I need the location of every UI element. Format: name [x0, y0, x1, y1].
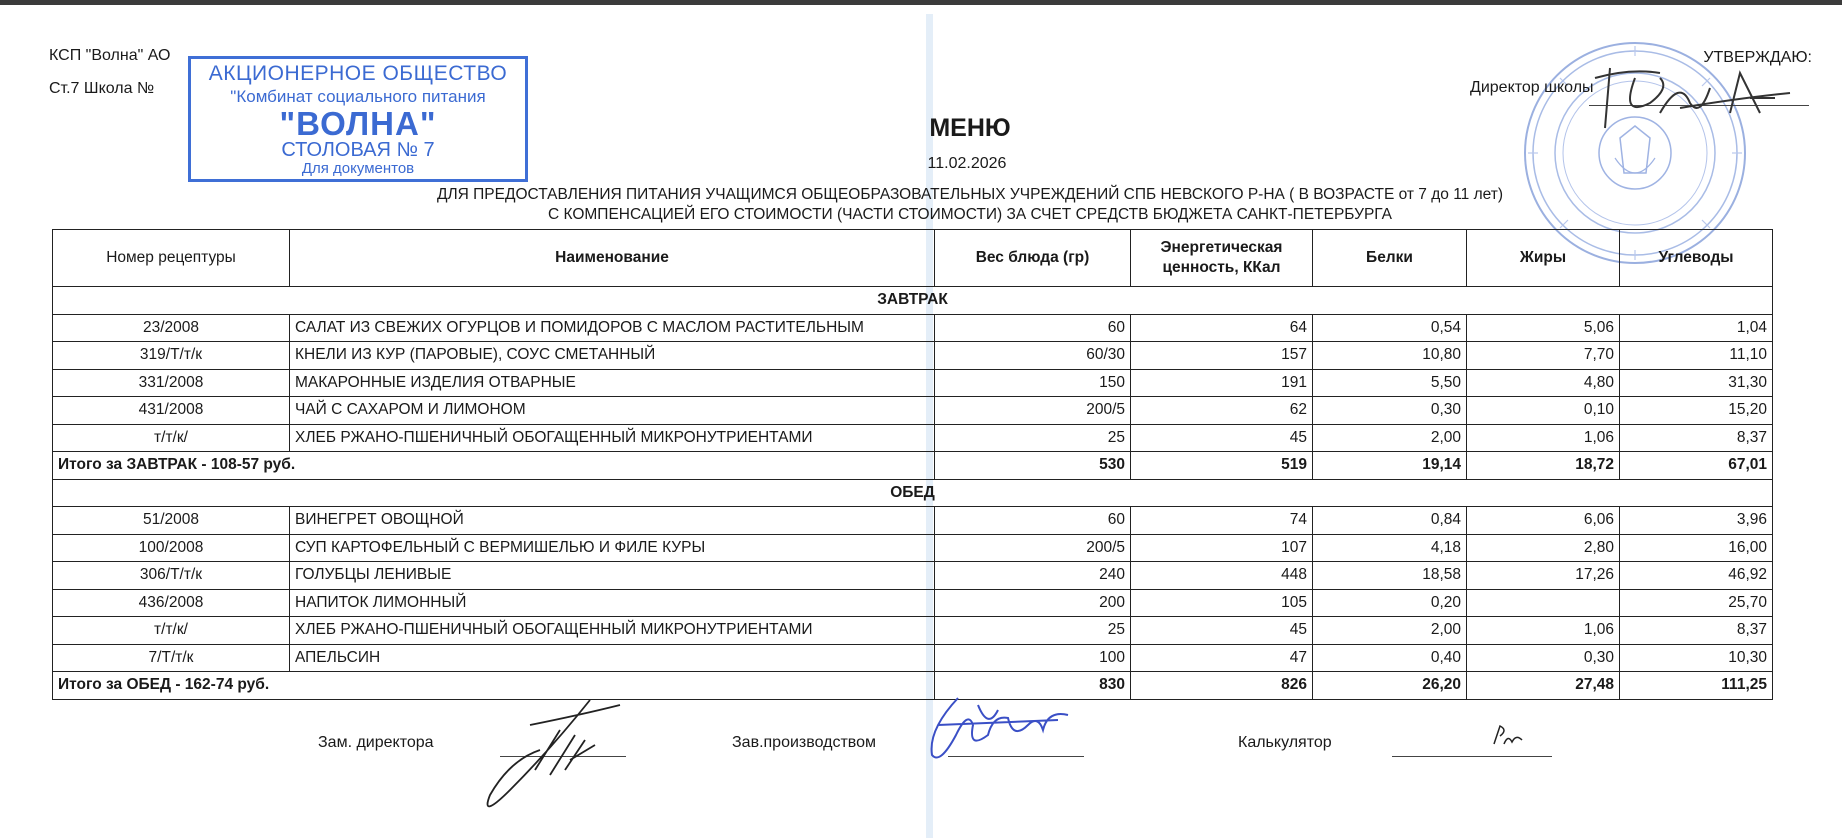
- cell-protein: 0,84: [1313, 507, 1467, 535]
- calculator-signature-icon: [1490, 722, 1530, 750]
- table-row: [53, 644, 1773, 672]
- total-carbs: 67,01: [1620, 452, 1773, 480]
- table-row: [53, 397, 1773, 425]
- cell-weight: 25: [935, 424, 1131, 452]
- deputy-director-label: Зам. директора: [318, 734, 434, 751]
- stamp-line-3: "ВОЛНА": [279, 105, 437, 142]
- menu-table: [52, 229, 1773, 700]
- cell-carbs: 3,96: [1620, 507, 1773, 535]
- cell-energy: 45: [1131, 424, 1313, 452]
- cell-weight: 150: [935, 369, 1131, 397]
- total-protein: 19,14: [1313, 452, 1467, 480]
- org-name: КСП "Волна" АО: [49, 47, 171, 64]
- cell-energy: 448: [1131, 562, 1313, 590]
- calculator-signature-line: [1392, 756, 1552, 757]
- cell-fat: 1,06: [1467, 617, 1620, 645]
- cell-name: ХЛЕБ РЖАНО-ПШЕНИЧНЫЙ ОБОГАЩЕННЫЙ МИКРОНУТРИЕНТАМИ: [290, 617, 935, 645]
- cell-name: ЧАЙ С САХАРОМ И ЛИМОНОМ: [290, 397, 935, 425]
- stamp-line-1: АКЦИОНЕРНОЕ ОБЩЕСТВО: [208, 62, 508, 85]
- stamp-line-2: "Комбинат социального питания: [230, 87, 486, 106]
- cell-name: СУП КАРТОФЕЛЬНЫЙ С ВЕРМИШЕЛЬЮ И ФИЛЕ КУРЫ: [290, 534, 935, 562]
- page-title: МЕНЮ: [929, 114, 1011, 142]
- cell-name: НАПИТОК ЛИМОННЫЙ: [290, 589, 935, 617]
- table-row: [53, 424, 1773, 452]
- table-header-row: [53, 230, 1773, 287]
- cell-protein: 0,40: [1313, 644, 1467, 672]
- subtitle-line-1: ДЛЯ ПРЕДОСТАВЛЕНИЯ ПИТАНИЯ УЧАЩИМСЯ ОБЩЕОБРАЗОВАТЕЛЬНЫХ УЧРЕЖДЕНИЙ СПБ НЕВСКОГО Р-НА ( В ВОЗРАСТЕ от 7 до 11 лет): [436, 186, 1504, 203]
- cell-carbs: 10,30: [1620, 644, 1773, 672]
- cell-fat: 2,80: [1467, 534, 1620, 562]
- table-row: [53, 507, 1773, 535]
- cell-recipe: 436/2008: [53, 589, 290, 617]
- total-row-breakfast: [53, 452, 1773, 480]
- cell-recipe: т/т/к/: [53, 424, 290, 452]
- cell-carbs: 31,30: [1620, 369, 1773, 397]
- cell-name: ХЛЕБ РЖАНО-ПШЕНИЧНЫЙ ОБОГАЩЕННЫЙ МИКРОНУТРИЕНТАМИ: [290, 424, 935, 452]
- cell-recipe: 331/2008: [53, 369, 290, 397]
- cell-carbs: 16,00: [1620, 534, 1773, 562]
- total-energy: 519: [1131, 452, 1313, 480]
- cell-protein: 2,00: [1313, 424, 1467, 452]
- section-title-breakfast: ЗАВТРАК: [53, 287, 1773, 315]
- cell-energy: 47: [1131, 644, 1313, 672]
- subtitle-line-2: С КОМПЕНСАЦИЕЙ ЕГО СТОИМОСТИ (ЧАСТИ СТОИМОСТИ) ЗА СЧЕТ СРЕДСТВ БЮДЖЕТА САНКТ-ПЕТЕРБУРГА: [547, 206, 1393, 223]
- cell-energy: 45: [1131, 617, 1313, 645]
- cell-recipe: 319/Т/т/к: [53, 342, 290, 370]
- cell-weight: 200/5: [935, 397, 1131, 425]
- cell-fat: 4,80: [1467, 369, 1620, 397]
- cell-carbs: 15,20: [1620, 397, 1773, 425]
- section-row-lunch: [53, 479, 1773, 507]
- cell-weight: 200/5: [935, 534, 1131, 562]
- cell-energy: 191: [1131, 369, 1313, 397]
- total-weight: 830: [935, 672, 1131, 700]
- total-energy: 826: [1131, 672, 1313, 700]
- deputy-signature-icon: [470, 690, 630, 820]
- cell-fat: [1467, 589, 1620, 617]
- cell-recipe: 100/2008: [53, 534, 290, 562]
- cell-protein: 0,20: [1313, 589, 1467, 617]
- cell-protein: 18,58: [1313, 562, 1467, 590]
- section-row-breakfast: [53, 287, 1773, 315]
- cell-energy: 105: [1131, 589, 1313, 617]
- cell-name: МАКАРОННЫЕ ИЗДЕЛИЯ ОТВАРНЫЕ: [290, 369, 935, 397]
- table-row: [53, 589, 1773, 617]
- cell-carbs: 1,04: [1620, 314, 1773, 342]
- cell-name: АПЕЛЬСИН: [290, 644, 935, 672]
- table-row: [53, 617, 1773, 645]
- header-name: Наименование: [290, 230, 935, 287]
- approve-label: УТВЕРЖДАЮ:: [1703, 49, 1812, 66]
- cell-energy: 62: [1131, 397, 1313, 425]
- table-row: [53, 369, 1773, 397]
- cell-weight: 200: [935, 589, 1131, 617]
- total-label-lunch: Итого за ОБЕД - 162-74 руб.: [53, 672, 935, 700]
- table-row: [53, 562, 1773, 590]
- cell-recipe: т/т/к/: [53, 617, 290, 645]
- cell-protein: 2,00: [1313, 617, 1467, 645]
- cell-recipe: 23/2008: [53, 314, 290, 342]
- cell-recipe: 7/Т/т/к: [53, 644, 290, 672]
- cell-protein: 10,80: [1313, 342, 1467, 370]
- cell-name: ГОЛУБЦЫ ЛЕНИВЫЕ: [290, 562, 935, 590]
- cell-protein: 0,30: [1313, 397, 1467, 425]
- cell-name: САЛАТ ИЗ СВЕЖИХ ОГУРЦОВ И ПОМИДОРОВ С МАСЛОМ РАСТИТЕЛЬНЫМ: [290, 314, 935, 342]
- calculator-label: Калькулятор: [1238, 734, 1332, 751]
- table-row: [53, 314, 1773, 342]
- cell-energy: 74: [1131, 507, 1313, 535]
- top-border: [0, 0, 1842, 5]
- cell-recipe: 431/2008: [53, 397, 290, 425]
- cell-name: КНЕЛИ ИЗ КУР (ПАРОВЫЕ), СОУС СМЕТАННЫЙ: [290, 342, 935, 370]
- cell-fat: 5,06: [1467, 314, 1620, 342]
- cell-fat: 7,70: [1467, 342, 1620, 370]
- cell-fat: 1,06: [1467, 424, 1620, 452]
- total-row-lunch: [53, 672, 1773, 700]
- production-manager-label: Зав.производством: [732, 734, 876, 751]
- cell-recipe: 51/2008: [53, 507, 290, 535]
- total-carbs: 111,25: [1620, 672, 1773, 700]
- cell-protein: 0,54: [1313, 314, 1467, 342]
- header-carbs: Углеводы: [1620, 230, 1773, 287]
- table-row: [53, 534, 1773, 562]
- cell-fat: 17,26: [1467, 562, 1620, 590]
- cell-weight: 240: [935, 562, 1131, 590]
- cell-fat: 0,30: [1467, 644, 1620, 672]
- cell-carbs: 25,70: [1620, 589, 1773, 617]
- menu-date: 11.02.2026: [927, 155, 1007, 172]
- cell-energy: 107: [1131, 534, 1313, 562]
- cell-energy: 157: [1131, 342, 1313, 370]
- cell-recipe: 306/Т/т/к: [53, 562, 290, 590]
- cell-carbs: 8,37: [1620, 424, 1773, 452]
- header-energy: Энергетическая ценность, ККал: [1131, 230, 1313, 287]
- cell-fat: 6,06: [1467, 507, 1620, 535]
- cell-weight: 60/30: [935, 342, 1131, 370]
- cell-name: ВИНЕГРЕТ ОВОЩНОЙ: [290, 507, 935, 535]
- section-title-lunch: ОБЕД: [53, 479, 1773, 507]
- table-row: [53, 342, 1773, 370]
- total-protein: 26,20: [1313, 672, 1467, 700]
- cell-carbs: 46,92: [1620, 562, 1773, 590]
- cell-protein: 5,50: [1313, 369, 1467, 397]
- cell-carbs: 8,37: [1620, 617, 1773, 645]
- total-label-breakfast: Итого за ЗАВТРАК - 108-57 руб.: [53, 452, 935, 480]
- cell-weight: 100: [935, 644, 1131, 672]
- header-fat: Жиры: [1467, 230, 1620, 287]
- total-fat: 18,72: [1467, 452, 1620, 480]
- cell-energy: 64: [1131, 314, 1313, 342]
- stamp-line-4: СТОЛОВАЯ № 7: [281, 139, 435, 161]
- stamp-line-5: Для документов: [301, 160, 415, 177]
- cell-fat: 0,10: [1467, 397, 1620, 425]
- cell-protein: 4,18: [1313, 534, 1467, 562]
- total-fat: 27,48: [1467, 672, 1620, 700]
- cell-weight: 25: [935, 617, 1131, 645]
- cell-weight: 60: [935, 314, 1131, 342]
- production-signature-icon: [918, 690, 1088, 770]
- school-label: Ст.7 Школа №: [49, 80, 155, 97]
- cell-carbs: 11,10: [1620, 342, 1773, 370]
- cell-weight: 60: [935, 507, 1131, 535]
- header-weight: Вес блюда (гр): [935, 230, 1131, 287]
- director-label: Директор школы: [1470, 79, 1594, 96]
- total-weight: 530: [935, 452, 1131, 480]
- header-recipe: Номер рецептуры: [53, 230, 290, 287]
- header-protein: Белки: [1313, 230, 1467, 287]
